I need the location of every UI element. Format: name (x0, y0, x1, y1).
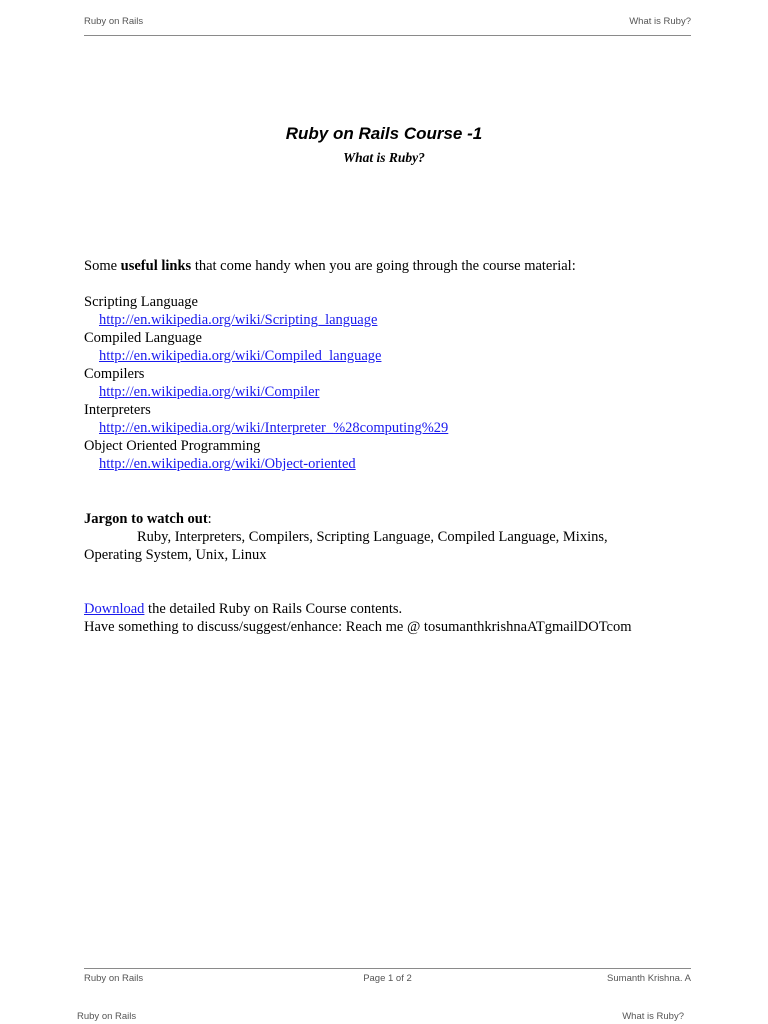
footer-left-text: Ruby on Rails (84, 973, 144, 984)
intro-prefix: Some (84, 258, 121, 274)
term-interpreters: Interpreters (84, 402, 151, 418)
document-subtitle: What is Ruby? (343, 150, 425, 165)
term-scripting-language: Scripting Language (84, 294, 198, 310)
term-object-oriented-programming: Object Oriented Programming (84, 438, 261, 454)
page-footer (84, 968, 691, 987)
download-text: the detailed Ruby on Rails Course contents. (144, 601, 403, 617)
next-header-right-text: What is Ruby? (622, 1011, 684, 1022)
next-header-left-text: Ruby on Rails (77, 1011, 137, 1022)
term-compiled-language: Compiled Language (84, 330, 202, 346)
header-left-text: Ruby on Rails (84, 16, 144, 27)
header-right-text: What is Ruby? (629, 16, 691, 27)
jargon-heading-line (84, 510, 212, 528)
jargon-list-line1: Ruby, Interpreters, Compilers, Scripting Language, Compiled Language, Mixins, (137, 529, 608, 545)
download-line (84, 600, 402, 618)
link-scripting-language[interactable]: http://en.wikipedia.org/wiki/Scripting_language (99, 312, 378, 328)
footer-author: Sumanth Krishna. A (607, 973, 691, 984)
jargon-heading: Jargon to watch out (84, 511, 208, 527)
intro-bold-text: useful links (120, 258, 192, 274)
link-compiled-language[interactable]: http://en.wikipedia.org/wiki/Compiled_language (99, 348, 382, 364)
jargon-list-line2: Operating System, Unix, Linux (84, 547, 267, 563)
contact-line: Have something to discuss/suggest/enhance: Reach me @ tosumanthkrishnaATgmailDOTcom (84, 619, 632, 635)
intro-suffix: that come handy when you are going through the course material: (191, 258, 576, 274)
jargon-colon: : (207, 511, 212, 527)
term-compilers: Compilers (84, 366, 145, 382)
document-title: Ruby on Rails Course -1 (285, 124, 483, 143)
page-header (84, 16, 691, 36)
link-interpreter[interactable]: http://en.wikipedia.org/wiki/Interpreter_%28computing%29 (99, 420, 449, 436)
link-object-oriented[interactable]: http://en.wikipedia.org/wiki/Object-oriented (99, 456, 356, 472)
intro-paragraph (84, 257, 576, 275)
footer-page-number: Page 1 of 2 (363, 973, 412, 984)
download-link[interactable]: Download (84, 601, 145, 617)
link-compiler[interactable]: http://en.wikipedia.org/wiki/Compiler (99, 384, 320, 400)
